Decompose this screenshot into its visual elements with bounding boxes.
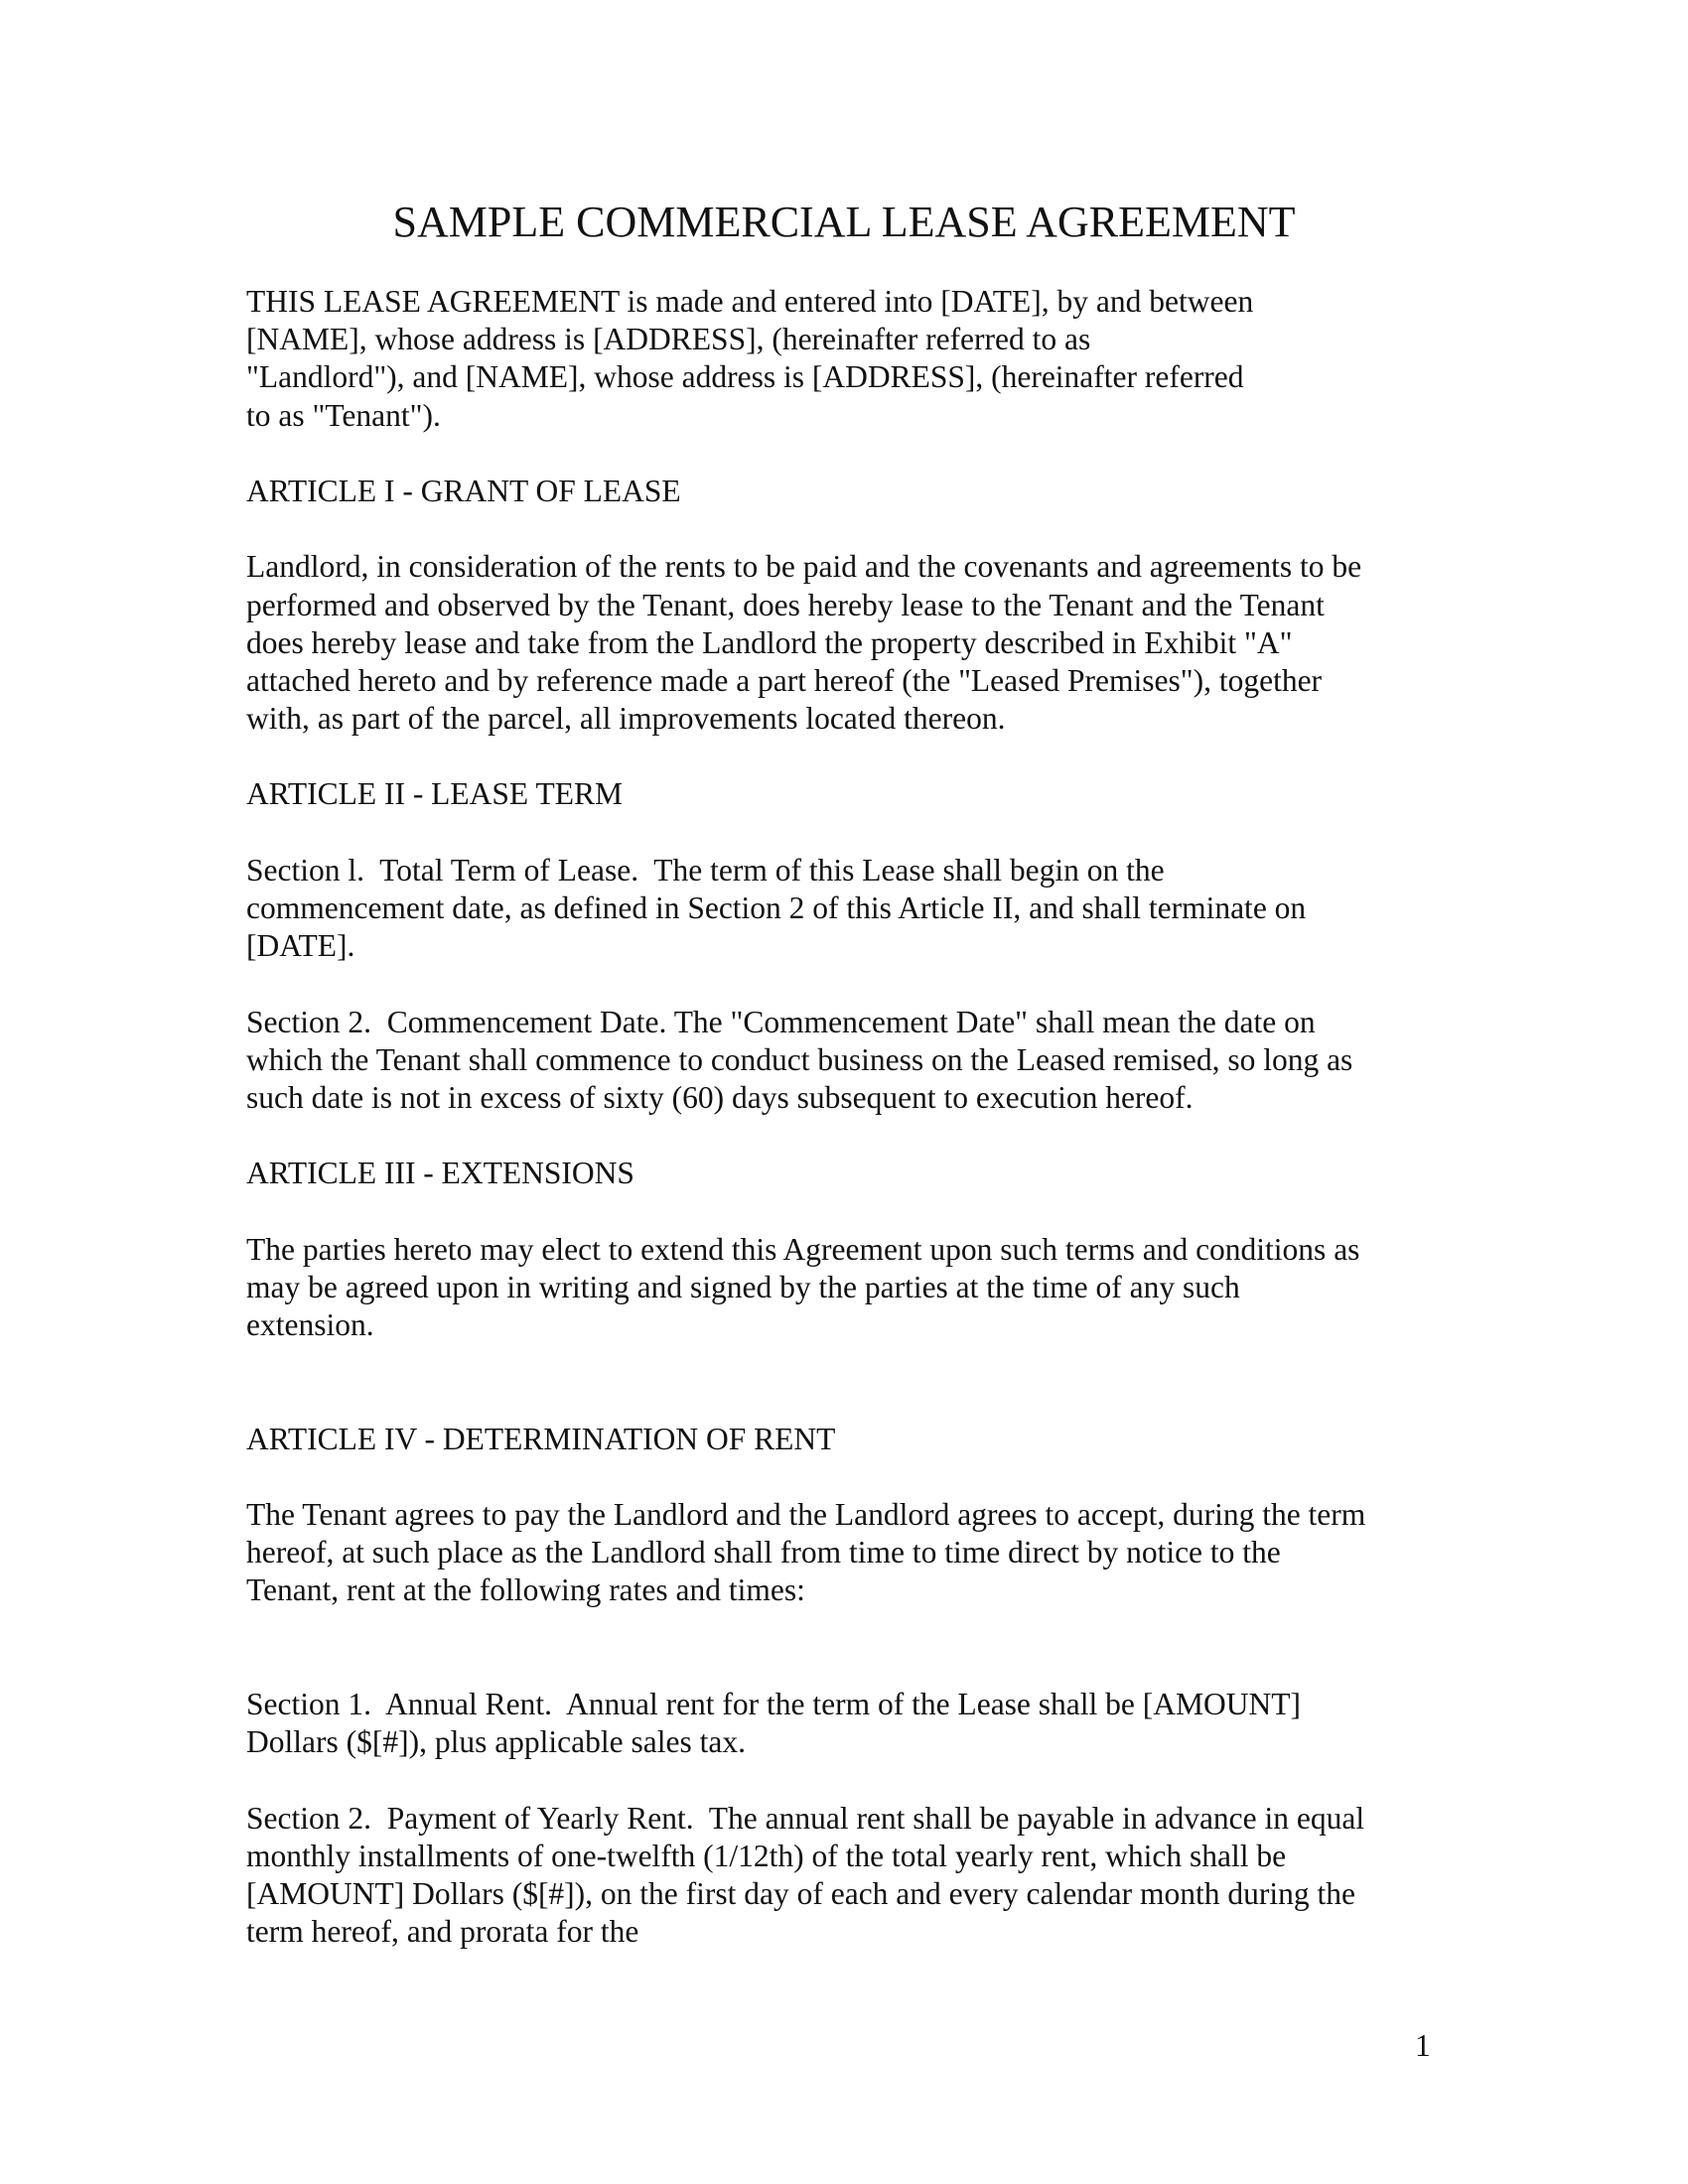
article-1-line: attached hereto and by reference made a part hereof (the "Leased Premises"), together xyxy=(246,662,1323,698)
article-3-line: may be agreed upon in writing and signed by the parties at the time of any such xyxy=(246,1269,1240,1304)
intro-line: [NAME], whose address is [ADDRESS], (hereinafter referred to as xyxy=(246,322,1091,357)
article-1-line: with, as part of the parcel, all improvements located thereon. xyxy=(246,701,1006,737)
spacer xyxy=(246,435,1477,473)
article-2-section-2-line: which the Tenant shall commence to conduct business on the Leased remised, so long as xyxy=(246,1041,1353,1077)
article-4-section-1-line: Dollars ($[#]), plus applicable sales tax. xyxy=(246,1724,746,1760)
spacer xyxy=(246,1117,1477,1155)
article-2-section-2-line: such date is not in excess of sixty (60) days subsequent to execution hereof. xyxy=(246,1079,1194,1115)
article-1-heading: ARTICLE I - GRANT OF LEASE xyxy=(246,473,681,508)
article-4-section-2-line: Section 2. Payment of Yearly Rent. The annual rent shall be payable in advance in equal xyxy=(246,1800,1365,1836)
spacer xyxy=(246,1458,1477,1496)
intro-line: THIS LEASE AGREEMENT is made and entered into [DATE], by and between xyxy=(246,284,1254,319)
document-body xyxy=(246,283,1477,1951)
article-4-heading: ARTICLE IV - DETERMINATION OF RENT xyxy=(246,1421,836,1456)
article-4-section-1-line: Section 1. Annual Rent. Annual rent for the term of the Lease shall be [AMOUNT] xyxy=(246,1686,1301,1721)
intro-line: "Landlord"), and [NAME], whose address is [ADDRESS], (hereinafter referred xyxy=(246,359,1244,395)
article-3-line: extension. xyxy=(246,1307,374,1343)
article-3-heading: ARTICLE III - EXTENSIONS xyxy=(246,1156,634,1191)
article-2-section-1-line: Section l. Total Term of Lease. The term of this Lease shall begin on the xyxy=(246,852,1165,887)
spacer xyxy=(246,1610,1477,1648)
article-1-line: does hereby lease and take from the Landlord the property described in Exhibit "A" xyxy=(246,624,1293,660)
spacer xyxy=(246,814,1477,852)
article-1-line: Landlord, in consideration of the rents to be paid and the covenants and agreements to be xyxy=(246,549,1362,585)
article-2-section-2-line: Section 2. Commencement Date. The "Commencement Date" shall mean the date on xyxy=(246,1004,1316,1039)
article-1-line: performed and observed by the Tenant, does hereby lease to the Tenant and the Tenant xyxy=(246,587,1325,622)
spacer xyxy=(246,510,1477,548)
spacer xyxy=(246,1382,1477,1420)
page-number: 1 xyxy=(1415,2028,1431,2063)
document-title: SAMPLE COMMERCIAL LEASE AGREEMENT xyxy=(392,198,1296,246)
article-2-heading: ARTICLE II - LEASE TERM xyxy=(246,776,623,812)
spacer xyxy=(246,1193,1477,1231)
article-4-intro-line: hereof, at such place as the Landlord shall from time to time direct by notice to the xyxy=(246,1535,1281,1570)
article-4-section-2-line: term hereof, and prorata for the xyxy=(246,1914,639,1950)
spacer xyxy=(246,1648,1477,1686)
article-4-intro-line: The Tenant agrees to pay the Landlord and the Landlord agrees to accept, during the term xyxy=(246,1497,1366,1532)
intro-line: to as "Tenant"). xyxy=(246,397,441,433)
spacer xyxy=(246,738,1477,775)
article-3-line: The parties hereto may elect to extend this Agreement upon such terms and conditions as xyxy=(246,1231,1360,1267)
article-4-section-2-line: [AMOUNT] Dollars ($[#]), on the first day of each and every calendar month during the xyxy=(246,1875,1356,1911)
spacer xyxy=(246,1761,1477,1799)
article-4-intro-line: Tenant, rent at the following rates and times: xyxy=(246,1572,805,1608)
article-2-section-1-line: commencement date, as defined in Section 2 of this Article II, and shall terminate on xyxy=(246,890,1307,925)
spacer xyxy=(246,1344,1477,1382)
spacer xyxy=(246,965,1477,1003)
article-2-section-1-line: [DATE]. xyxy=(246,928,355,964)
article-4-section-2-line: monthly installments of one-twelfth (1/12th) of the total yearly rent, which shall be xyxy=(246,1838,1287,1873)
